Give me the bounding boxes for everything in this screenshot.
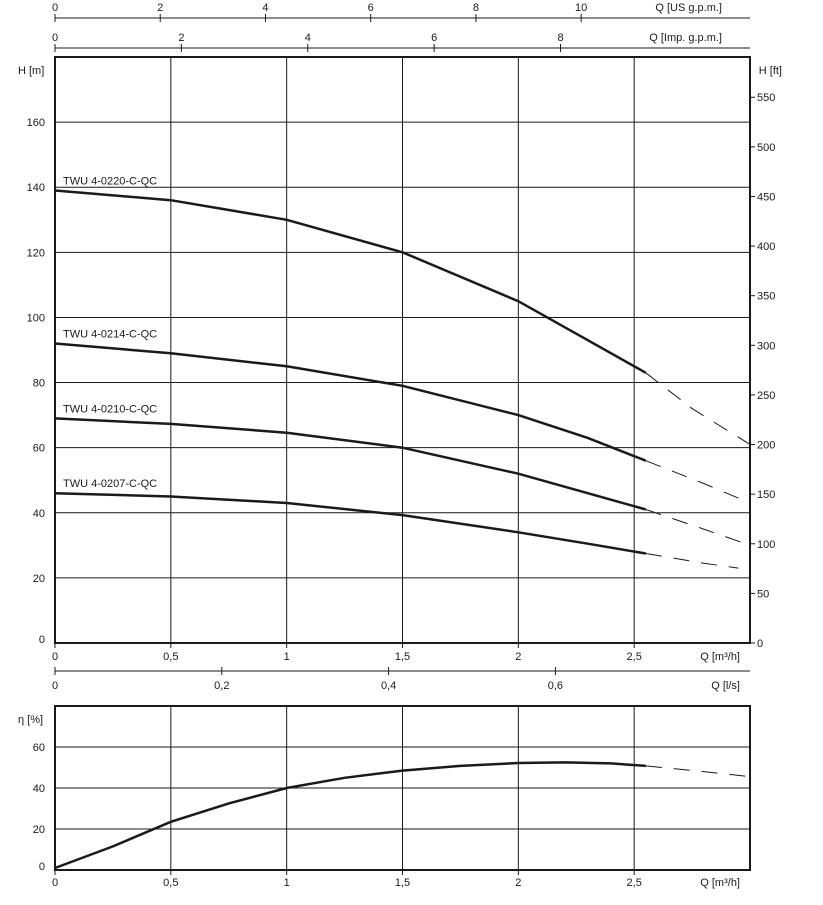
efficiency-chart-panel xyxy=(18,706,750,889)
head-x-tick-label: 1 xyxy=(283,651,290,663)
efficiency-x-tick-label: 1 xyxy=(283,877,290,889)
head-right-y-tick-label: 0 xyxy=(757,638,764,650)
head-y-tick-label: 0 xyxy=(38,634,45,646)
efficiency-y-tick-label: 40 xyxy=(32,783,45,795)
ls-axis-tick-label: 0,4 xyxy=(380,680,397,692)
head-x-axis-label: Q [m³/h] xyxy=(700,651,740,663)
head-curve-twu-4-0214-c-qc xyxy=(55,344,646,461)
efficiency-curve xyxy=(55,762,646,868)
us-gpm-axis-tick-label: 4 xyxy=(262,2,269,14)
us-gpm-axis-tick-label: 8 xyxy=(472,2,479,14)
us-gpm-axis-label: Q [US g.p.m.] xyxy=(655,2,722,14)
head-y-tick-label: 140 xyxy=(26,182,45,195)
ls-axis-tick-label: 0,6 xyxy=(547,680,564,692)
imp-gpm-axis-tick-label: 2 xyxy=(178,32,185,44)
head-x-tick-label: 0 xyxy=(51,651,59,663)
top-flow-axes xyxy=(52,2,750,52)
efficiency-x-tick-label: 0 xyxy=(51,877,59,889)
series-label-twu-4-0207-c-qc: TWU 4-0207-C-QC xyxy=(63,478,158,491)
head-x-tick-label: 1,5 xyxy=(394,651,411,663)
series-label-twu-4-0220-c-qc: TWU 4-0220-C-QC xyxy=(63,175,158,188)
efficiency-curve-extension xyxy=(646,766,750,777)
head-right-y-tick-label: 450 xyxy=(757,191,776,204)
ls-axis-tick-label: 0,2 xyxy=(214,680,230,692)
head-right-y-axis-label: H [ft] xyxy=(758,65,782,77)
ls-axis-tick-label: 0 xyxy=(51,680,59,692)
head-right-y-tick-label: 400 xyxy=(757,241,776,254)
imp-gpm-axis-tick-label: 8 xyxy=(557,32,564,44)
efficiency-y-tick-label: 0 xyxy=(38,861,45,873)
head-curve-twu-4-0220-c-qc xyxy=(55,191,646,373)
head-curve-extension-twu-4-0214-c-qc xyxy=(646,461,750,503)
bottom-flow-axes xyxy=(52,667,750,692)
efficiency-x-tick-label: 2 xyxy=(515,877,522,889)
head-right-y-tick-label: 50 xyxy=(757,588,770,601)
head-right-y-tick-label: 300 xyxy=(757,340,776,353)
efficiency-y-axis-label: η [%] xyxy=(18,714,44,726)
head-right-y-tick-label: 550 xyxy=(757,92,776,105)
imp-gpm-axis-tick-label: 4 xyxy=(304,32,311,44)
series-label-twu-4-0214-c-qc: TWU 4-0214-C-QC xyxy=(63,328,158,341)
us-gpm-axis-tick-label: 2 xyxy=(157,2,164,14)
head-curve-twu-4-0207-c-qc xyxy=(55,493,646,553)
head-y-tick-label: 120 xyxy=(26,247,45,260)
head-right-y-tick-label: 350 xyxy=(757,290,776,303)
head-right-y-tick-label: 250 xyxy=(757,389,776,402)
us-gpm-axis-tick-label: 0 xyxy=(51,2,59,14)
head-y-tick-label: 40 xyxy=(32,507,45,520)
head-x-tick-label: 2,5 xyxy=(626,651,642,663)
head-y-tick-label: 80 xyxy=(32,377,45,390)
head-y-tick-label: 160 xyxy=(26,117,45,130)
series-label-twu-4-0210-c-qc: TWU 4-0210-C-QC xyxy=(63,403,158,416)
efficiency-y-tick-label: 20 xyxy=(32,824,45,836)
head-right-y-tick-label: 500 xyxy=(757,141,776,154)
head-curve-extension-twu-4-0210-c-qc xyxy=(646,510,750,546)
head-y-tick-label: 100 xyxy=(26,312,45,325)
head-right-y-tick-label: 100 xyxy=(757,538,776,551)
efficiency-y-tick-label: 60 xyxy=(32,742,45,754)
imp-gpm-axis-tick-label: 0 xyxy=(51,32,59,44)
efficiency-x-tick-label: 0,5 xyxy=(163,877,179,889)
head-x-tick-label: 0,5 xyxy=(163,651,179,663)
us-gpm-axis-tick-label: 6 xyxy=(367,2,374,14)
efficiency-x-axis-label: Q [m³/h] xyxy=(700,877,740,889)
head-chart-panel xyxy=(18,57,782,663)
efficiency-x-tick-label: 1,5 xyxy=(394,877,411,889)
head-x-tick-label: 2 xyxy=(515,651,522,663)
head-curve-extension-twu-4-0220-c-qc xyxy=(646,373,750,445)
head-y-tick-label: 60 xyxy=(32,442,45,455)
head-curve-extension-twu-4-0207-c-qc xyxy=(646,554,739,569)
head-y-axis-label: H [m] xyxy=(18,65,45,77)
imp-gpm-axis-label: Q [Imp. g.p.m.] xyxy=(649,32,722,44)
imp-gpm-axis-tick-label: 6 xyxy=(431,32,438,44)
head-right-y-tick-label: 150 xyxy=(757,489,776,502)
efficiency-x-tick-label: 2,5 xyxy=(626,877,642,889)
ls-axis-label: Q [l/s] xyxy=(711,680,740,692)
head-right-y-tick-label: 200 xyxy=(757,439,776,452)
us-gpm-axis-tick-label: 10 xyxy=(575,2,588,14)
head-y-tick-label: 20 xyxy=(32,572,45,585)
